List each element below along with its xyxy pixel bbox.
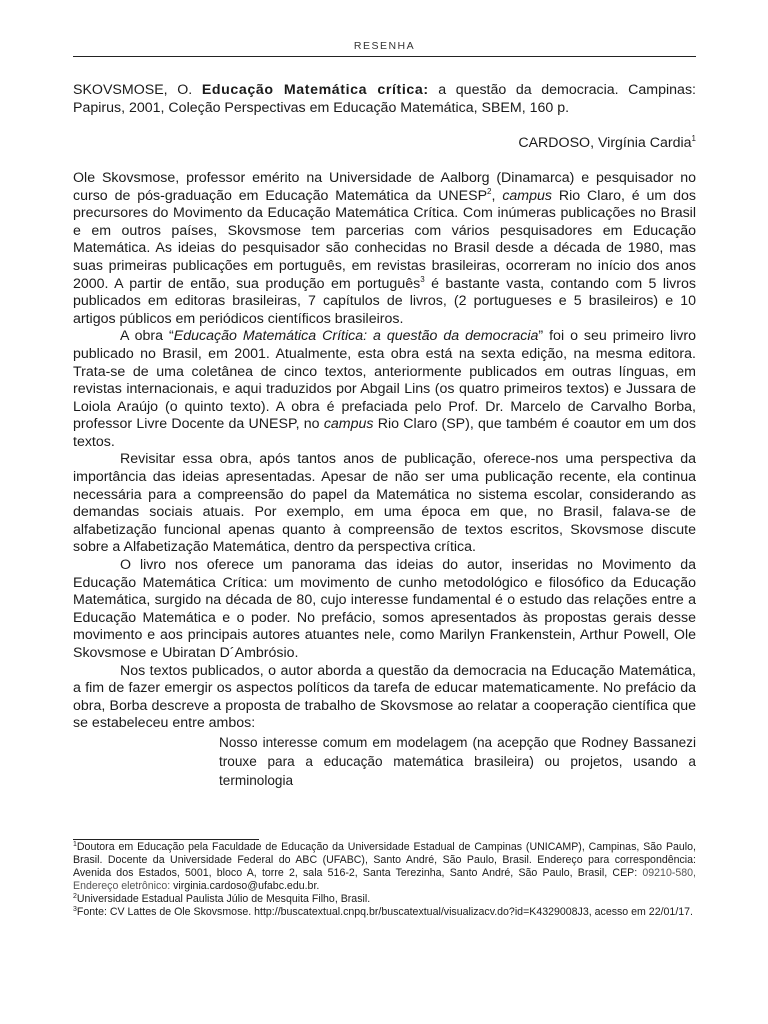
email-link[interactable]: virginia.cardoso@ufabc.edu.br (173, 880, 317, 892)
paragraph-1 (73, 170, 696, 328)
paragraph-2-text-c: Rio Claro (SP), que também é coautor em um dos textos. (73, 416, 696, 450)
footnote-1-cep: 09210-580 (642, 867, 694, 879)
paragraph-2-campus: campus (323, 416, 374, 433)
footnote-1-number: 1 (73, 841, 77, 848)
footnote-1 (73, 841, 696, 893)
paragraph-3: Revisitar essa obra, após tantos anos de publicação, oferece-nos uma perspectiva da importância das ideias apresentadas. Apesar de não ser uma publicação recente, ela continua necessária para a compreensão do papel da Matemática no sistema escolar, considerando as demandas sociais atuais. Por exemplo, em uma época em que, no Brasil, falava-se de alfabetização funcional apenas quanto à compreensão de textos escritos, Skovsmose discute sobre a Alfabetização Matemática, dentro da perspectiva crítica. (73, 451, 696, 556)
section-header: RESENHA (353, 40, 416, 52)
footnote-3-number: 3 (73, 906, 77, 913)
block-quote: Nosso interesse comum em modelagem (na acepção que Rodney Bassanezi trouxe para a educação matemática brasileira) ou projetos, usando a terminologia (219, 734, 696, 788)
paragraph-1-campus: campus (502, 187, 553, 204)
paragraph-2-text-a: A obra “ (120, 328, 174, 345)
paragraph-2-text-b: ” foi o seu primeiro livro publicado no Brasil, em 2001. Atualmente, esta obra está na sexta edição, na mesma editora. Trata-se de uma coletânea de cinco textos, anteriormente publicados em outras línguas, em revistas internacionais, e aqui traduzidos por Abgail Lins (os quatro primeiros textos) e Jussara de Loiola Araújo (o quinto texto). A obra é prefaciada pelo Prof. Dr. Marcelo de Carvalho Borba, professor Livre Docente da UNESP, no (73, 328, 696, 433)
reference-details: a questão da democracia. Campinas: Papirus, 2001, Coleção Perspectivas em Educação Matemática, SBEM, 160 p. (73, 82, 696, 116)
footnote-1-text: Doutora em Educação pela Faculdade de Educação da Universidade Estadual de Campinas (UNICAMP), Campinas, São Paulo, Brasil. Docente da Universidade Federal do ABC (UFABC), Santo André, São Paulo, Brasil. Endereço para correspondência: Avenida dos Estados, 5001, bloco A, torre 2, sala 516-2, Santa Terezinha, Santo André, São Paulo, Brasil, CEP: (73, 841, 696, 879)
footnote-2-text: Universidade Estadual Paulista Júlio de Mesquita Filho, Brasil. (76, 893, 371, 905)
bibliographic-reference (73, 82, 696, 117)
paragraph-1-text-a: Ole Skovsmose, professor emérito na Universidade de Aalborg (Dinamarca) e pesquisador no curso de pós-graduação em Educação Matemática da UNESP (73, 169, 696, 204)
review-author-name: CARDOSO, Virgínia Cardia (518, 134, 692, 151)
footnote-1-email-label: , Endereço eletrônico: (73, 867, 696, 892)
footnote-marker-3[interactable]: 3 (420, 274, 425, 284)
paragraph-1-text-c: Rio Claro, é um dos precursores do Movimento da Educação Matemática Crítica. Com inúmeras publicações no Brasil e em outros países, Skovsmose tem parcerias com vários pesquisadores em Educação Matemática. As ideias do pesquisador são conhecidas no Brasil desde a década de 1980, mas suas primeiras publicações em português, em revistas brasileiras, ocorreram no início dos anos 2000. A partir de então, sua produção em português (73, 187, 696, 292)
paragraph-1-text-b: , (491, 187, 503, 204)
footnote-2 (73, 893, 696, 906)
footnote-marker-2[interactable]: 2 (487, 186, 492, 196)
footnote-rule (73, 839, 259, 840)
review-author (73, 135, 696, 153)
header-rule (73, 56, 696, 57)
footnote-3 (73, 906, 696, 919)
footnote-2-number: 2 (73, 893, 77, 900)
footnote-1-end: . (316, 880, 320, 892)
paragraph-2 (73, 328, 696, 451)
footnote-3-text: Fonte: CV Lattes de Ole Skovsmose. http://buscatextual.cnpq.br/buscatextual/visualizacv.do?id=K4329008J3, acesso em 22/01/17. (76, 906, 693, 918)
footnote-marker-1[interactable]: 1 (691, 133, 696, 143)
footnotes (73, 841, 696, 919)
reference-author: SKOVSMOSE, O. (73, 82, 202, 98)
paragraph-5: Nos textos publicados, o autor aborda a questão da democracia na Educação Matemática, a fim de fazer emergir os aspectos políticos da tarefa de educar matematicamente. No prefácio da obra, Borba descreve a proposta de trabalho de Skovsmose ao relatar a cooperação científica que se estabeleceu entre ambos: (73, 662, 696, 732)
review-body (73, 82, 696, 790)
paragraph-2-book-title: Educação Matemática Crítica: a questão da democracia (173, 328, 539, 345)
reference-title: Educação Matemática crítica: (201, 82, 429, 98)
paragraph-4: O livro nos oferece um panorama das ideias do autor, inseridas no Movimento da Educação Matemática Crítica: um movimento de cunho metodológico e filosófico da Educação Matemática, surgido na década de 80, cujo interesse fundamental é o estudo das relações entre a Educação Matemática e o poder. No prefácio, somos apresentados às propostas gerais desse movimento e aos principais autores atuantes nele, como Marilyn Frankenstein, Arthur Powell, Ole Skovsmose e Ubiratan D´Ambrósio. (73, 557, 696, 661)
paragraph-1-text-d: é bastante vasta, contando com 5 livros publicados em editoras brasileiras, 7 capítulos de livros, (2 portugueses e 5 brasileiros) e 10 artigos públicos em periódicos científicos brasileiros. (73, 275, 696, 327)
